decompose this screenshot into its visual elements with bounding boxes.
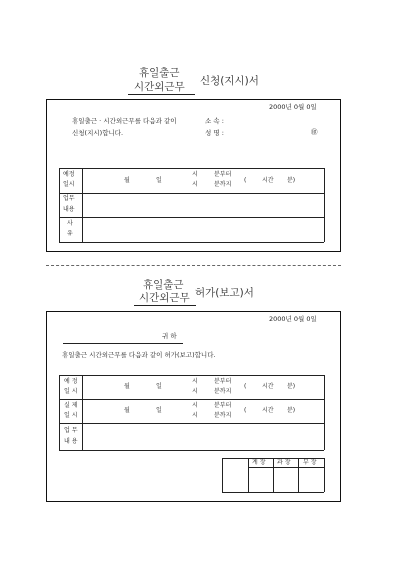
form1-hour-from: 시 bbox=[192, 171, 198, 178]
form2-row2-minute-close: 분) bbox=[287, 407, 296, 414]
form1-seal: ㊞ bbox=[311, 128, 318, 136]
form2-row1-from-label: 분부터 bbox=[214, 378, 232, 385]
form1-month: 월 bbox=[124, 177, 130, 184]
form1-row3-label-b: 유 bbox=[67, 230, 73, 237]
approval-label-2: 과 장 bbox=[277, 459, 291, 466]
form1-duration-label: 시간 bbox=[262, 177, 274, 184]
form1-day: 일 bbox=[156, 177, 162, 184]
form2-row1-hour-from: 시 bbox=[192, 378, 198, 385]
form1-row3-label-a: 사 bbox=[67, 220, 73, 227]
form2-row2-duration-label: 시간 bbox=[262, 407, 274, 414]
form1-dept-label: 소 속 : bbox=[205, 117, 224, 125]
form1-title-line1: 휴일출근 bbox=[139, 67, 180, 79]
form2-row1-hour-to: 시 bbox=[192, 388, 198, 395]
form1-title-line2: 시간외근무 bbox=[134, 81, 185, 93]
form2-row2-hour-to: 시 bbox=[192, 412, 198, 419]
form2-title-line1: 휴일출근 bbox=[143, 279, 184, 291]
form2-title-suffix: 허가(보고)서 bbox=[195, 287, 254, 299]
cut-line bbox=[46, 265, 341, 266]
form2-row2-month: 월 bbox=[124, 407, 130, 414]
form2-row2-label-b: 일 시 bbox=[64, 412, 78, 419]
form1-body-line1: 휴일출근 · 시간외근무를 다음과 같이 bbox=[72, 117, 177, 125]
form1-row1-label-b: 일시 bbox=[63, 181, 75, 188]
form2-row1-label-b: 일 시 bbox=[64, 388, 78, 395]
form2-row1-paren-open: ( bbox=[244, 383, 247, 390]
form2-row3-label-b: 내 용 bbox=[64, 438, 78, 445]
form2-row2-hour-from: 시 bbox=[192, 402, 198, 409]
form2-row1-minute-close: 분) bbox=[287, 383, 296, 390]
form2-row3-label-a: 업 무 bbox=[64, 427, 78, 434]
form2-row1-to-label: 분까지 bbox=[214, 388, 232, 395]
form2-row1-day: 일 bbox=[156, 383, 162, 390]
form1-to-label: 분까지 bbox=[214, 181, 232, 188]
form2-row1-month: 월 bbox=[124, 383, 130, 390]
form2-title-line2: 시간외근무 bbox=[139, 292, 190, 304]
form2-row2-label-a: 실 제 bbox=[64, 402, 78, 409]
form2-row2-paren-open: ( bbox=[244, 407, 247, 414]
form1-from-label: 분부터 bbox=[214, 171, 232, 178]
approval-label-1: 계 장 bbox=[252, 459, 266, 466]
form2-row1-label-a: 예 정 bbox=[64, 378, 78, 385]
form2-row2-day: 일 bbox=[156, 407, 162, 414]
form1-paren-open: ( bbox=[244, 177, 247, 184]
form2-row2-from-label: 분부터 bbox=[214, 402, 232, 409]
form1-title-suffix: 신청(지시)서 bbox=[200, 75, 259, 87]
form1-date: 2000년 0월 0일 bbox=[269, 103, 317, 111]
form2-date: 2000년 0월 0일 bbox=[269, 315, 317, 323]
form2-row1-duration-label: 시간 bbox=[262, 383, 274, 390]
form1-row1-label-a: 예정 bbox=[63, 171, 75, 178]
form2-title-underline bbox=[134, 305, 196, 306]
approval-label-3: 부 장 bbox=[303, 459, 317, 466]
form1-row2-label-b: 내용 bbox=[63, 206, 75, 213]
form1-name-label: 성 명 : bbox=[205, 129, 224, 137]
form2-recipient: 귀 하 bbox=[162, 332, 177, 340]
form1-minute-close: 분) bbox=[287, 177, 296, 184]
form2-row2-to-label: 분까지 bbox=[214, 412, 232, 419]
form1-hour-to: 시 bbox=[192, 181, 198, 188]
form2-body: 휴일출근 시간외근무를 다음과 같이 허가(보고)합니다. bbox=[62, 351, 216, 359]
form1-body-line2: 신청(지시)합니다. bbox=[72, 129, 124, 137]
form1-title-underline bbox=[128, 94, 195, 95]
form1-row2-label-a: 업무 bbox=[63, 195, 75, 202]
form2-recipient-underline bbox=[63, 343, 183, 344]
